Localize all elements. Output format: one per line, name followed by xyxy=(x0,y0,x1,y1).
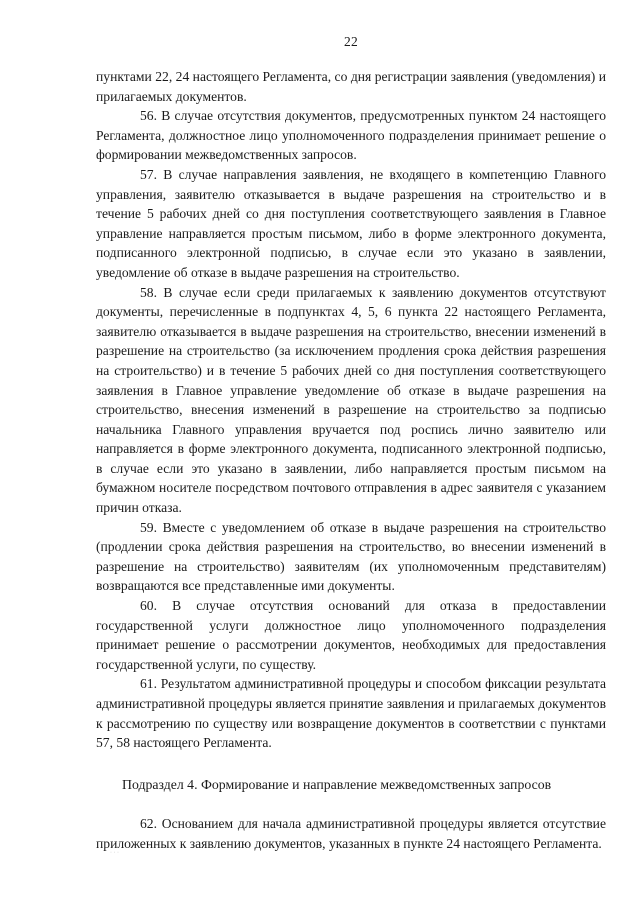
subsection-heading: Подраздел 4. Формирование и направление межведомственных запросов xyxy=(122,776,552,792)
paragraph-56: 56. В случае отсутствия документов, предусмотренных пунктом 24 настоящего Регламента, должностное лицо уполномоченного подразделения принимает решение о формировании межведомственных запросов. xyxy=(96,108,606,163)
paragraph-59: 59. Вместе с уведомлением об отказе в выдаче разрешения на строительство (продлении срока действия разрешения на строительство, во внесении изменений в разрешение на строительство) заявителям (их уполномоченным представителям) возвращаются все представленные ими документы. xyxy=(96,519,606,594)
paragraph-61: 61. Результатом административной процедуры и способом фиксации результата административной процедуры является принятие заявления и прилагаемых документов к рассмотрению по существу или возвращение документов в соответствии с пунктами 57, 58 настоящего Регламента. xyxy=(96,676,606,751)
paragraph-60: 60. В случае отсутствия оснований для отказа в предоставлении государственной услуги должностное лицо уполномоченного подразделения принимает решение о рассмотрении документов, необходимых для предоставления государственной услуги, по существу. xyxy=(96,598,606,672)
paragraph-58: 58. В случае если среди прилагаемых к заявлению документов отсутствуют документы, перечисленные в подпунктах 4, 5, 6 пункта 22 настоящего Регламента, заявителю отказывается в выдаче разрешения на строительство, внесении изменений в разрешение на строительство (за исключением продления срока действия разрешения на строительство) и в течение 5 рабочих дней со дня поступления соответствующего заявления в Главное управление уведомление об отказе в выдаче разрешения на строительство, внесения изменений в разрешение на строительство за подписью начальника Главного управления вручается под роспись лично заявителю или направляется в форме электронного документа, подписанного электронной подписью, в случае если это указано в заявлении, либо направляется простым письмом на бумажном носителе посредством почтового отправления в адрес заявителя с указанием причин отказа. xyxy=(96,284,606,516)
document-body xyxy=(96,67,606,854)
page-number: 22 xyxy=(343,34,359,49)
scan-artifact: · · · xyxy=(110,850,119,856)
paragraph-57: 57. В случае направления заявления, не входящего в компетенцию Главного управления, заявителю отказывается в выдаче разрешения на строительство и в течение 5 рабочих дней со дня поступления соответствующего заявления в Главное управление направляется простым письмом, либо в форме электронного документа, подписанного электронной подписью, в случае если это указано в заявлении, уведомление об отказе в выдаче разрешения на строительство. xyxy=(96,166,606,280)
paragraph-continuation: пунктами 22, 24 настоящего Регламента, со дня регистрации заявления (уведомления) и прилагаемых документов. xyxy=(96,69,606,104)
paragraph-62: 62. Основанием для начала административной процедуры является отсутствие приложенных к заявлению документов, указанных в пункте 24 настоящего Регламента. xyxy=(96,816,606,851)
